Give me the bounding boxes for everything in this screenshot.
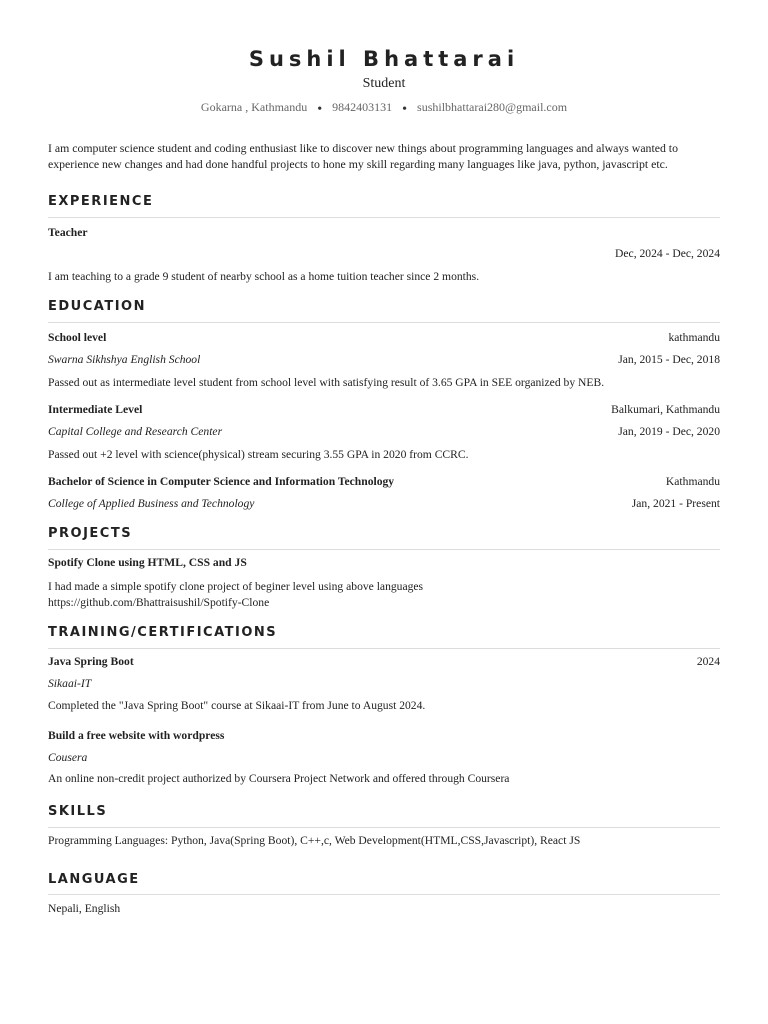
contact-line — [0, 100, 768, 116]
education-degree: Bachelor of Science in Computer Science and Information Technology — [48, 475, 395, 488]
training-description: Completed the "Java Spring Boot" course at Sikaai-IT from June to August 2024. — [48, 699, 426, 712]
section-heading-skills: SKILLS — [48, 804, 108, 819]
education-school: College of Applied Business and Technology — [48, 497, 255, 510]
contact-location: Gokarna , Kathmandu — [200, 100, 308, 114]
contact-phone: 9842403131 — [332, 100, 393, 114]
section-divider — [48, 827, 720, 828]
language-text: Nepali, English — [48, 902, 121, 915]
experience-dates: Dec, 2024 - Dec, 2024 — [615, 247, 720, 260]
skills-text: Programming Languages: Python, Java(Spring Boot), C++,c, Web Development(HTML,CSS,Javascript), React JS — [48, 834, 581, 847]
section-heading-training: TRAINING/CERTIFICATIONS — [48, 625, 278, 640]
training-issuer: Cousera — [48, 751, 88, 764]
experience-description: I am teaching to a grade 9 student of nearby school as a home tuition teacher since 2 months. — [48, 270, 480, 283]
candidate-title: Student — [362, 76, 406, 91]
experience-role: Teacher — [48, 226, 88, 239]
section-heading-projects: PROJECTS — [48, 526, 133, 541]
education-location: kathmandu — [668, 331, 720, 344]
education-description: Passed out as intermediate level student from school level with satisfying result of 3.65 GPA in SEE organized by NEB. — [48, 376, 605, 389]
section-divider — [48, 894, 720, 895]
section-divider — [48, 549, 720, 550]
training-issuer: Sikaai-IT — [48, 677, 92, 690]
education-dates: Jan, 2015 - Dec, 2018 — [618, 353, 720, 366]
education-location: Kathmandu — [665, 475, 720, 488]
section-divider — [48, 322, 720, 323]
training-title: Build a free website with wordpress — [48, 729, 225, 742]
education-school: Capital College and Research Center — [48, 425, 223, 438]
project-title: Spotify Clone using HTML, CSS and JS — [48, 556, 247, 569]
education-description: Passed out +2 level with science(physical) stream securing 3.55 GPA in 2020 from CCRC. — [48, 448, 469, 461]
training-title: Java Spring Boot — [48, 655, 134, 668]
training-year: 2024 — [696, 655, 720, 668]
candidate-name: Sushil Bhattarai — [248, 47, 520, 71]
section-heading-experience: EXPERIENCE — [48, 194, 154, 209]
summary-paragraph: I am computer science student and coding enthusiast like to discover new things about programming languages and always wanted to experience new changes and had done handful projects to hone my skill regarding many languages like java, python, javascript etc. — [48, 141, 678, 171]
education-degree: School level — [48, 331, 107, 344]
section-divider — [48, 648, 720, 649]
education-location: Balkumari, Kathmandu — [611, 403, 720, 416]
training-description: An online non-credit project authorized by Coursera Project Network and offered through Coursera — [48, 772, 510, 785]
education-dates: Jan, 2019 - Dec, 2020 — [618, 425, 720, 438]
education-dates: Jan, 2021 - Present — [631, 497, 720, 510]
education-degree: Intermediate Level — [48, 403, 143, 416]
education-school: Swarna Sikhshya English School — [48, 353, 201, 366]
section-divider — [48, 217, 720, 218]
section-heading-education: EDUCATION — [48, 299, 146, 314]
project-description: I had made a simple spotify clone project of beginer level using above languages — [48, 580, 424, 593]
bullet-separator-icon: • — [317, 102, 323, 117]
section-heading-language: LANGUAGE — [48, 872, 140, 887]
bullet-separator-icon: • — [402, 102, 408, 117]
contact-email[interactable]: sushilbhattarai280@gmail.com — [417, 100, 568, 114]
project-link[interactable]: https://github.com/Bhattraisushil/Spotify-Clone — [48, 596, 270, 609]
